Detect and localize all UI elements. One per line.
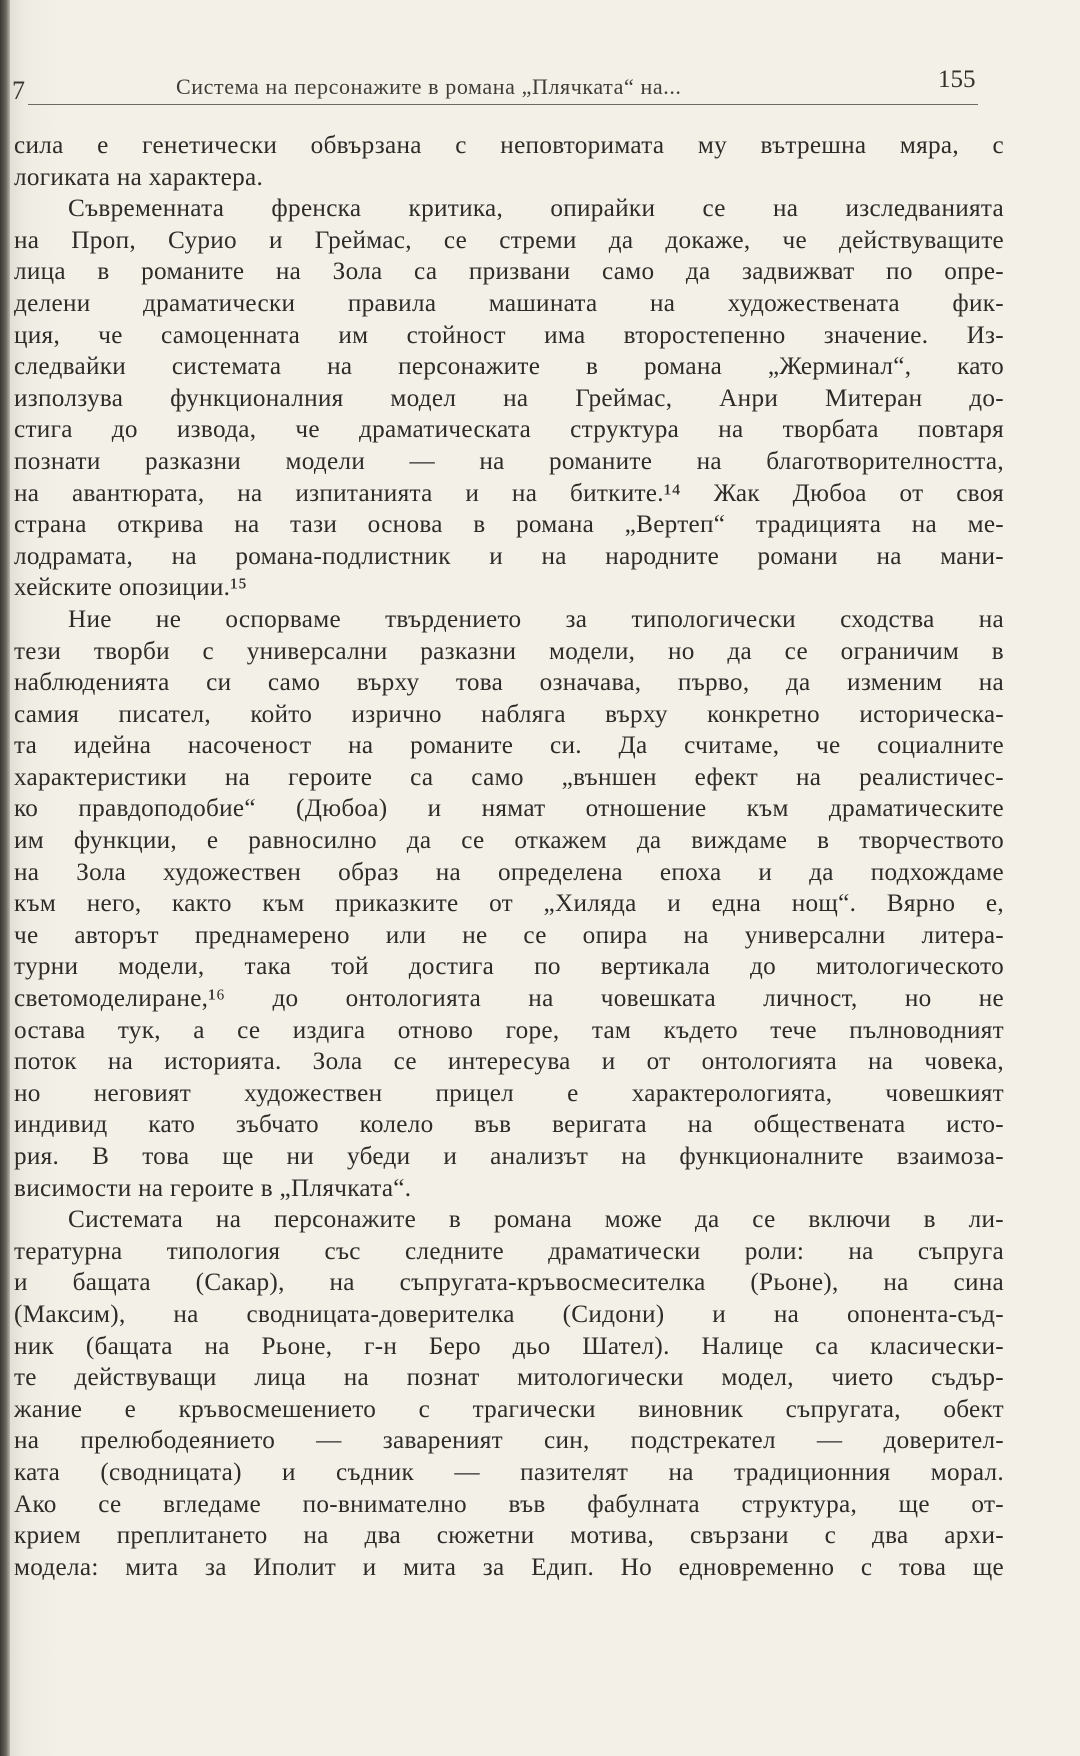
text-line: индивид като зъбчато колело във веригата на обществената исто- bbox=[14, 1111, 1004, 1139]
running-head: Система на персонажите в романа „Плячката“ на... bbox=[176, 74, 682, 99]
text-line: ник (бащата на Рьоне, г-н Беро дьо Шател). Налице са класически- bbox=[14, 1332, 1004, 1360]
text-line: ко правдоподобие“ (Дюбоа) и нямат отношение към драматическите bbox=[14, 795, 1004, 823]
page-spine-edge bbox=[0, 0, 10, 1756]
text-line: Ако се вгледаме по-внимателно във фабулната структура, ще от- bbox=[14, 1490, 1004, 1518]
text-line: крием преплитането на два сюжетни мотива, свързани с два архи- bbox=[14, 1522, 1004, 1550]
text-line: познати разказни модели — на романите на благотворителността, bbox=[14, 447, 1004, 475]
text-line: ция, че самоценната им стойност има второстепенно значение. Из- bbox=[14, 321, 1004, 349]
text-line: делени драматически правила машината на художествената фик- bbox=[14, 289, 1004, 317]
text-line: характеристики на героите са само „външен ефект на реалистичес- bbox=[14, 763, 1004, 791]
text-line: та идейна насоченост на романите си. Да считаме, че социалните bbox=[14, 732, 1004, 760]
text-line: стига до извода, че драматическата структура на творбата повтаря bbox=[14, 416, 1004, 444]
text-line: лица в романите на Зола са призвани само да задвижват по опре- bbox=[14, 258, 1004, 286]
text-line: към него, както към приказките от „Хиляда и една нощ“. Вярно е, bbox=[14, 890, 1004, 918]
text-line: но неговият художествен прицел е характерологията, човешкият bbox=[14, 1079, 1004, 1107]
body-text bbox=[14, 130, 1004, 1583]
text-line: и бащата (Сакар), на съпругата-кръвосмесителка (Рьоне), на сина bbox=[14, 1269, 1004, 1297]
text-line: остава тук, а се издига отново горе, там където тече пълноводният bbox=[14, 1016, 1004, 1044]
text-line: използува функционалния модел на Греймас, Анри Митеран до- bbox=[14, 384, 1004, 412]
text-line: наблюденията си само върху това означава, първо, да изменим на bbox=[14, 669, 1004, 697]
text-line: Системата на персонажите в романа може да се включи в ли- bbox=[68, 1206, 1004, 1234]
text-line: на Проп, Сурио и Греймас, се стреми да докаже, че действуващите bbox=[14, 226, 1004, 254]
text-line: логиката на характера. bbox=[14, 163, 264, 191]
text-line: те действуващи лица на познат митологически модел, чието съдър- bbox=[14, 1364, 1004, 1392]
text-line: светомоделиране,¹⁶ до онтологията на човешката личност, но не bbox=[14, 985, 1004, 1013]
text-line: висимости на героите в „Плячката“. bbox=[14, 1174, 412, 1202]
page-number: 155 bbox=[938, 66, 976, 93]
text-line: страна открива на тази основа в романа „Вертеп“ традицията на ме- bbox=[14, 511, 1004, 539]
text-line: Съвременната френска критика, опирайки се на изследванията bbox=[68, 195, 1004, 223]
text-line: турни модели, така той достига по вертикала до митологическото bbox=[14, 953, 1004, 981]
text-line: тези творби с универсални разказни модели, но да се ограничим в bbox=[14, 637, 1004, 665]
text-line: им функции, е равносилно да се откажем да виждаме в творчеството bbox=[14, 827, 1004, 855]
text-line: ката (сводницата) и съдник — пазителят на традиционния морал. bbox=[14, 1458, 1004, 1486]
text-line: лодрамата, на романа-подлистник и на народните романи на мани- bbox=[14, 542, 1004, 570]
text-line: Ние не оспорваме твърдението за типологически сходства на bbox=[68, 605, 1004, 633]
text-line: тературна типология със следните драматически роли: на съпруга bbox=[14, 1237, 1004, 1265]
text-line: модела: мита за Иполит и мита за Едип. Но едновременно с това ще bbox=[14, 1553, 1004, 1581]
text-line: (Максим), на сводницата-доверителка (Сидони) и на опонента-съд- bbox=[14, 1300, 1004, 1328]
text-line: на Зола художествен образ на определена епоха и да подхождаме bbox=[14, 858, 1004, 886]
header-divider bbox=[28, 104, 978, 105]
text-line: поток на историята. Зола се интересува и от онтологията на човека, bbox=[14, 1048, 1004, 1076]
text-line: следвайки системата на персонажите в романа „Жерминал“, като bbox=[14, 353, 1004, 381]
text-line: жание е кръвосмешението с трагически виновник съпругата, обект bbox=[14, 1395, 1004, 1423]
margin-number: 7 bbox=[12, 76, 25, 105]
text-line: самия писател, който изрично набляга върху конкретно историческа- bbox=[14, 700, 1004, 728]
text-line: рия. В това ще ни убеди и анализът на функционалните взаимоза- bbox=[14, 1143, 1004, 1170]
text-line: на авантюрата, на изпитанията и на битките.¹⁴ Жак Дюбоа от своя bbox=[14, 479, 1004, 507]
text-line: че авторът преднамерено или не се опира на универсални литера- bbox=[14, 921, 1004, 949]
text-line: сила е генетически обвързана с неповторимата му вътрешна мяра, с bbox=[14, 132, 1004, 159]
text-line: на прелюбодеянието — завареният син, подстрекател — доверител- bbox=[14, 1427, 1004, 1455]
text-line: хейските опозиции.¹⁵ bbox=[14, 574, 248, 602]
page-header bbox=[0, 62, 1000, 108]
